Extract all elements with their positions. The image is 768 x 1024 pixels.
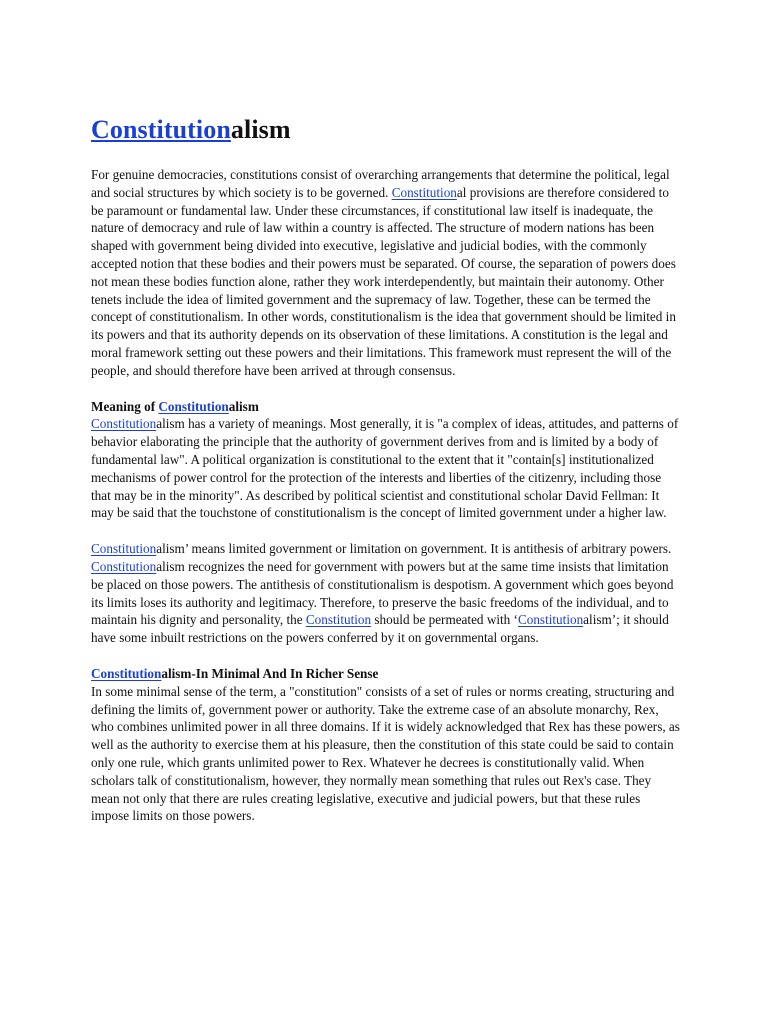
document-page xyxy=(91,112,681,825)
heading-prefix: Meaning of xyxy=(91,398,159,414)
heading2-constitution-link[interactable]: Constitution xyxy=(91,665,162,681)
limited-constitution-link-4[interactable]: Constitution xyxy=(517,612,584,628)
intro-text-1: For genuine democracies, constitutions consist of overarching arrangements that determine the political, legal and social structures by which society is to be governed. xyxy=(91,167,670,200)
meaning-constitution-link[interactable]: Constitution xyxy=(91,416,157,432)
title-constitution-link[interactable]: Constitution xyxy=(91,115,231,144)
minimal-sense-paragraph: In some minimal sense of the term, a "constitution" consists of a set of rules or norms creating, structuring and defining the limits of, government power or authority. Take the extreme case of an absolute monarchy, Rex, who combines unlimited power in all three domains. If it is widely acknowledged that Rex has these powers, as well as the authority to exercise them at his pleasure, then the constitution of this state could be said to contain only one rule, which grants unlimited power to Rex. Whatever he decrees is constitutionally valid. When scholars talk of constitutionalism, however, they normally mean something that rules out Rex's case. They mean not only that there are rules creating legislative, executive and judicial powers, but that these rules impose limits on those powers. xyxy=(91,683,680,824)
heading-suffix: alism xyxy=(228,398,259,414)
heading2-suffix: alism-In Minimal And In Richer Sense xyxy=(161,665,379,681)
heading-constitution-link[interactable]: Constitution xyxy=(158,398,229,414)
limited-text-3: should be permeated with ‘ xyxy=(371,612,518,628)
page-title xyxy=(91,112,681,148)
limited-constitution-link-1[interactable]: Constitution xyxy=(91,541,157,557)
intro-constitution-link[interactable]: Constitution xyxy=(391,184,457,200)
meaning-paragraph xyxy=(91,415,681,522)
intro-paragraph xyxy=(91,166,681,380)
limited-constitution-link-2[interactable]: Constitution xyxy=(91,558,157,574)
intro-text-2: al provisions are therefore considered to be paramount or fundamental law. Under these circumstances, if constitutional law itself is inadequate, the nature of democracy and rule of law within a country is affected. The structure of modern nations has been shaped with government being divided into executive, legislative and judicial bodies, with the commonly accepted notion that these bodies and their powers must be separated. Of course, the separation of powers does not mean these bodies function alone, rather they work interdependently, but maintain their autonomy. Other tenets include the idea of limited government and the supremacy of law. Together, these can be termed the concept of constitutionalism. In other words, constitutionalism is the idea that government should be limited in its powers and that its authority depends on its observation of these limitations. A constitution is the legal and moral framework setting out these powers and their limitations. This framework must represent the will of the people, and should therefore have been arrived at through consensus. xyxy=(91,184,676,378)
meaning-text: alism has a variety of meanings. Most generally, it is "a complex of ideas, attitudes, and patterns of behavior elaborating the principle that the authority of government derives from and is limited by a body of fundamental law". A political organization is constitutional to the extent that it "contain[s] institutionalized mechanisms of power control for the protection of the interests and liberties of the citizenry, including those that may be in the minority". As described by political scientist and constitutional scholar David Fellman: It may be said that the touchstone of constitutionalism is the concept of limited government under a higher law. xyxy=(91,416,679,521)
limited-text-1: alism’ means limited government or limitation on government. It is antithesis of arbitrary powers. xyxy=(156,541,672,557)
section-heading-meaning xyxy=(91,398,681,416)
title-suffix: alism xyxy=(230,115,291,144)
limited-government-paragraph xyxy=(91,540,681,647)
limited-constitution-link-3[interactable]: Constitution xyxy=(305,612,372,628)
limited-text-2: alism recognizes the need for government with powers but at the same time insists that limitation be placed on those powers. The antithesis of constitutionalism is despotism. A government which goes beyond its limits loses its authority and legitimacy. Therefore, to preserve the basic freedoms of the individual, and to maintain his dignity and personality, the xyxy=(91,558,674,628)
section-heading-minimal-richer xyxy=(91,665,681,683)
limited-text-4: alism’; it should have some inbuilt restrictions on the powers conferred by it on governmental organs. xyxy=(91,612,669,646)
